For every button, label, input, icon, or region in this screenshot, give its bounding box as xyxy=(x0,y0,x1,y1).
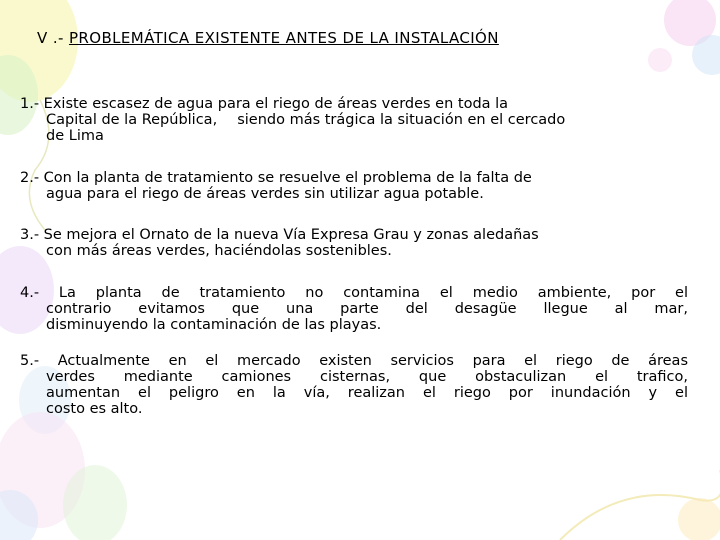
list-item-line: contrario evitamos que una parte del desagüe llegue al mar, xyxy=(46,301,688,317)
list-item-line: 2.- Con la planta de tratamiento se resuelve el problema de la falta de xyxy=(20,170,532,186)
list-item-line: agua para el riego de áreas verdes sin utilizar agua potable. xyxy=(46,186,484,202)
list-item-line: aumentan el peligro en la vía, realizan el riego por inundación y el xyxy=(46,385,688,401)
list-item-line: disminuyendo la contaminación de las playas. xyxy=(46,317,382,333)
list-item-3 xyxy=(20,227,688,259)
title-text: PROBLEMÁTICA EXISTENTE ANTES DE LA INSTALACIÓN xyxy=(68,29,499,47)
list-item-fragment: siendo más trágica la situación en el cercado xyxy=(237,112,566,128)
title-prefix: V .- xyxy=(37,29,69,47)
list-item-line: 1.- Existe escasez de agua para el riego de áreas verdes en toda la xyxy=(20,96,509,112)
list-item-5 xyxy=(20,353,688,417)
list-item-fragment: Capital de la República, xyxy=(46,112,218,128)
list-item-line: 5.- Actualmente en el mercado existen servicios para el riego de áreas xyxy=(20,353,688,369)
list-item-line: con más áreas verdes, haciéndolas sostenibles. xyxy=(46,243,392,259)
list-item-1 xyxy=(20,96,688,144)
list-item-line: 4.- La planta de tratamiento no contamina el medio ambiente, por el xyxy=(20,285,688,301)
list-item-2 xyxy=(20,170,688,202)
list-item-line xyxy=(20,112,688,128)
list-item-line: de Lima xyxy=(46,128,104,144)
slide-title xyxy=(37,29,499,47)
list-item-line: verdes mediante camiones cisternas, que obstaculizan el trafico, xyxy=(46,369,688,385)
list-item-line: costo es alto. xyxy=(46,401,143,417)
list-item-line: 3.- Se mejora el Ornato de la nueva Vía Expresa Grau y zonas aledañas xyxy=(20,227,539,243)
list-item-4 xyxy=(20,285,688,333)
